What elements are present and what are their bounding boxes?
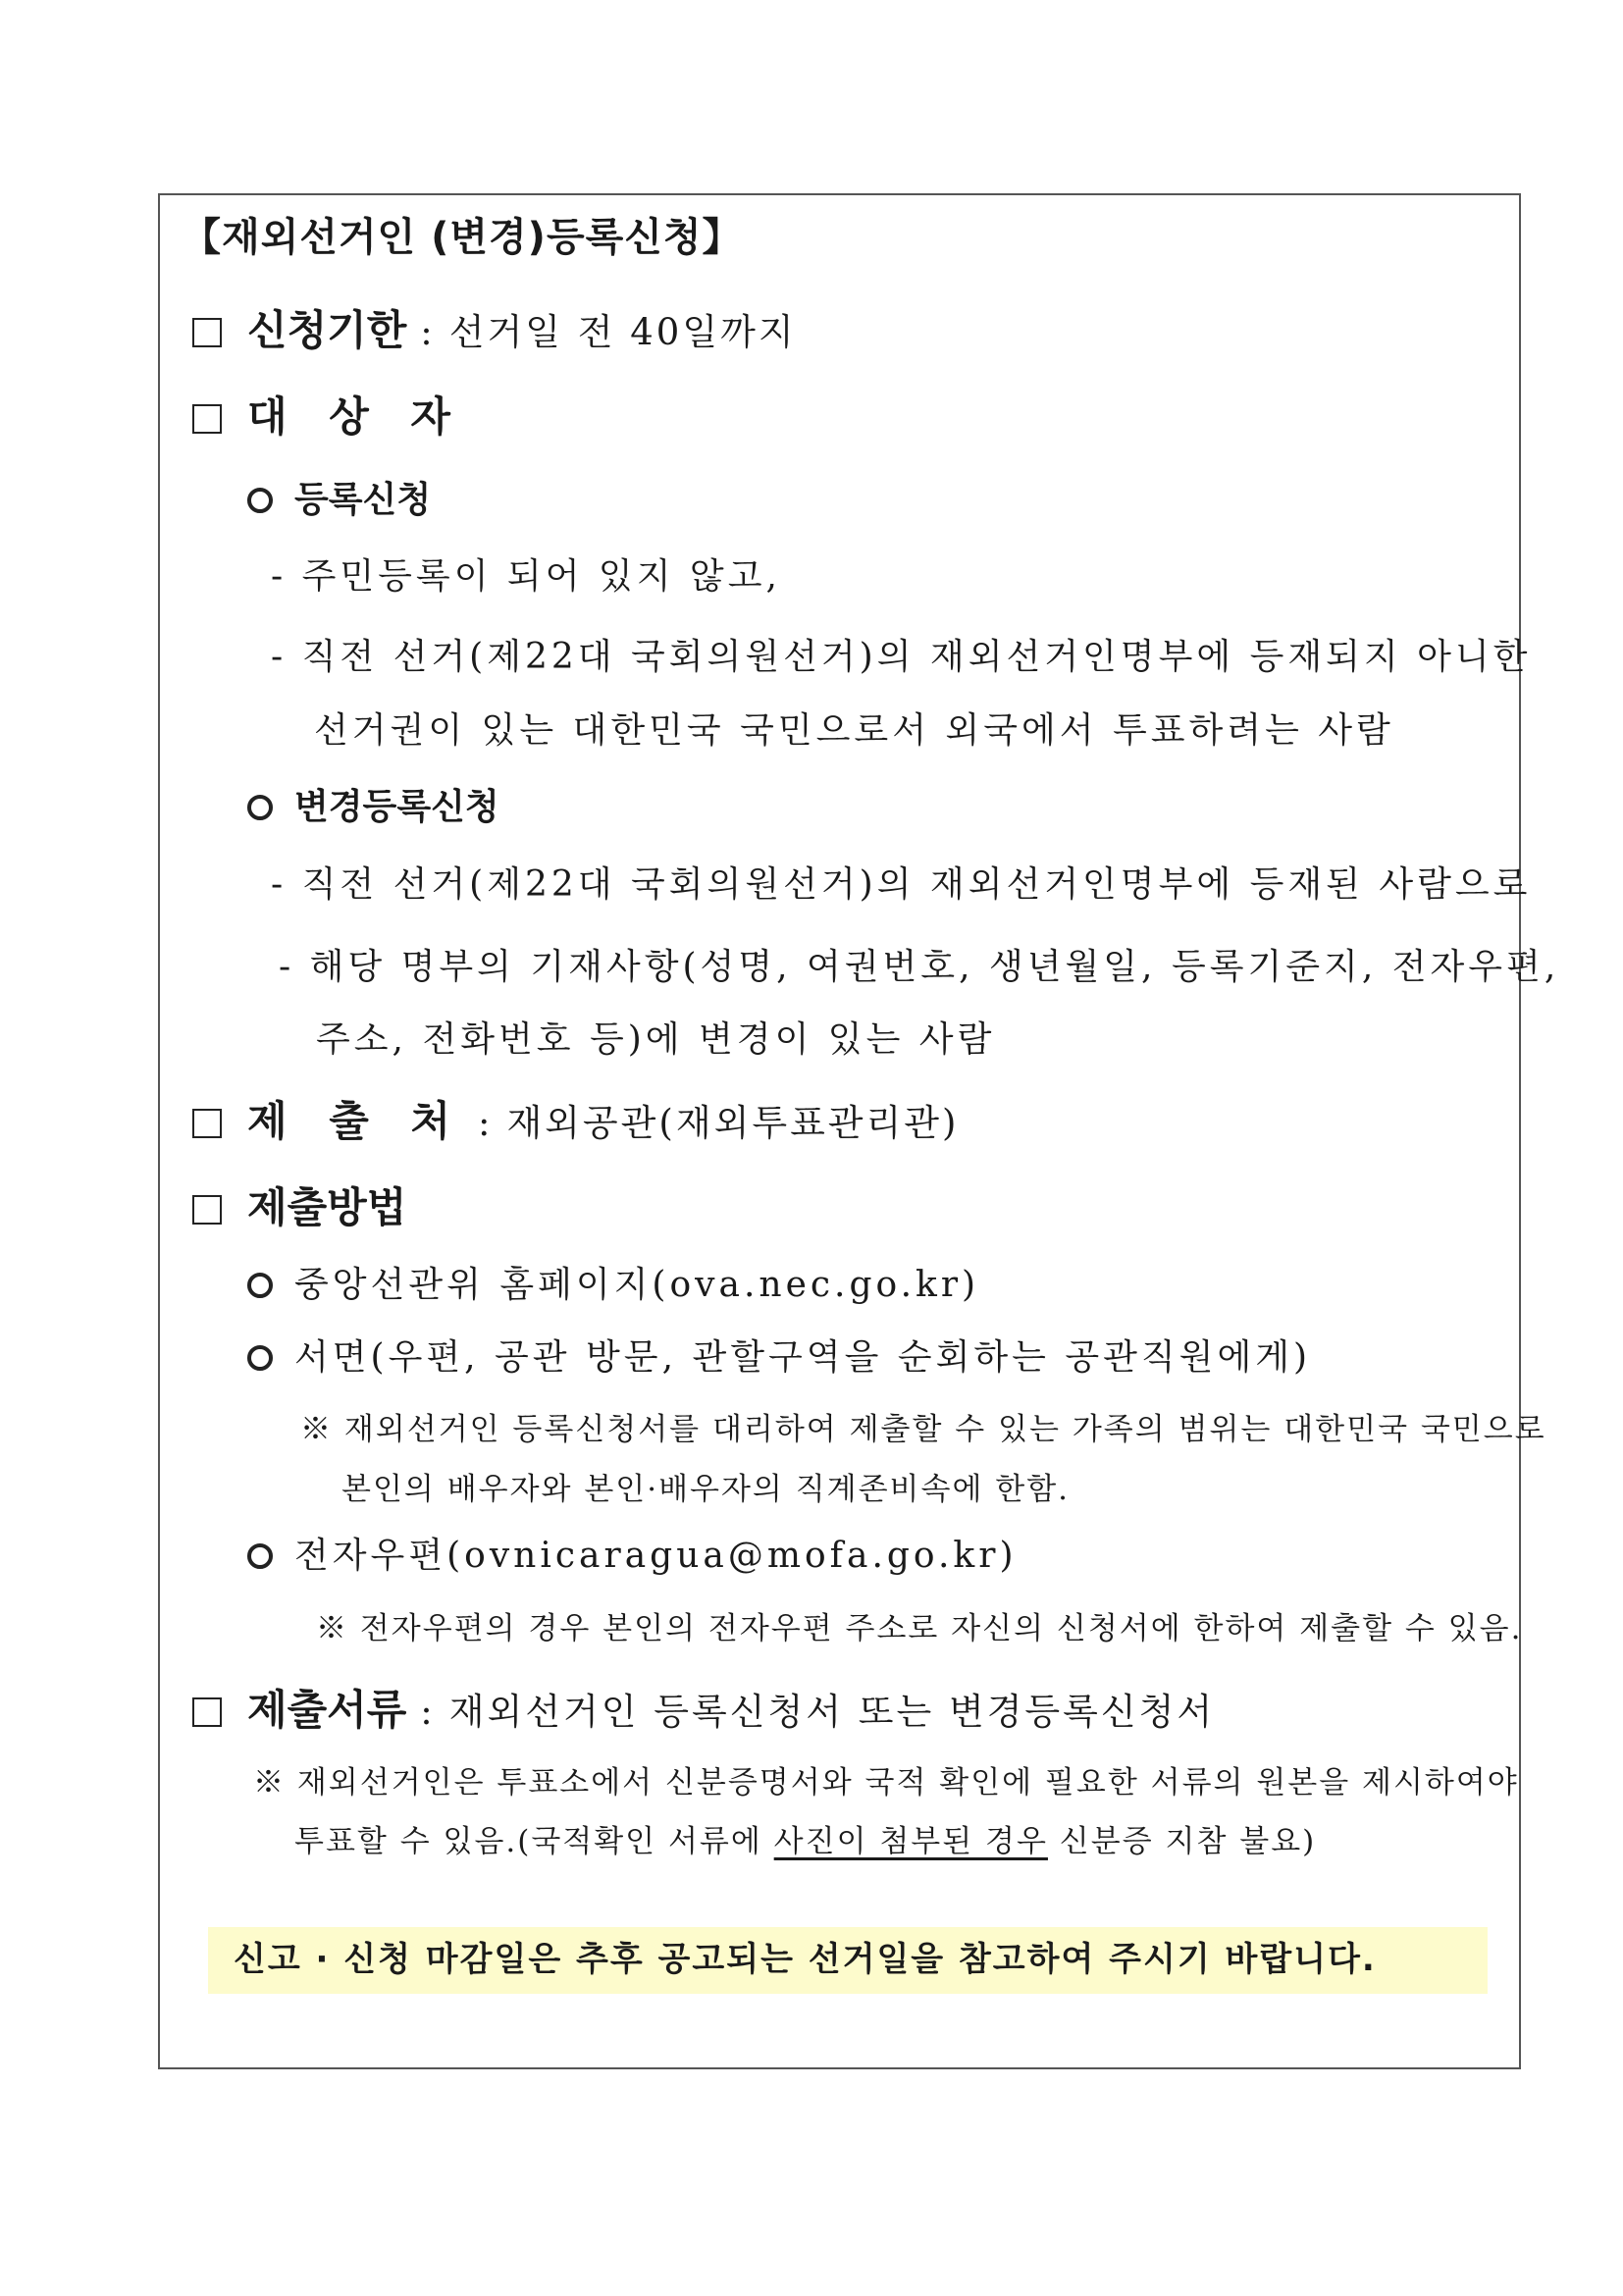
method-paper-text: 서면(우편, 공관 방문, 관할구역을 순회하는 공관직원에게) <box>294 1337 1312 1378</box>
sub-change <box>247 787 499 827</box>
sub-registration <box>247 480 432 520</box>
circle-bullet-icon <box>247 1273 273 1298</box>
documents-note-2a: 투표할 수 있음.(국적확인 서류에 <box>294 1824 774 1859</box>
method-website-text: 중앙선관위 홈페이지(ova.nec.go.kr) <box>294 1265 980 1305</box>
checkbox-icon <box>192 318 222 347</box>
change-item-2: - 해당 명부의 기재사항(성명, 여권번호, 생년월일, 등록기준지, 전자우편, <box>279 947 1560 987</box>
deadline-heading: 신청기한 <box>247 306 407 354</box>
registration-item-3: 선거권이 있는 대한민국 국민으로서 외국에서 투표하려는 사람 <box>314 710 1394 751</box>
documents-colon: : <box>420 1691 436 1733</box>
method-email-text: 전자우편(ovnicaragua@mofa.go.kr) <box>294 1536 1018 1576</box>
method-email <box>247 1536 1018 1576</box>
documents-note-2-underlined: 사진이 첨부된 경우 <box>773 1824 1048 1859</box>
deadline-colon: : <box>420 311 436 353</box>
circle-bullet-icon <box>247 795 273 820</box>
registration-heading: 등록신청 <box>294 480 432 520</box>
section-office <box>192 1097 960 1145</box>
target-heading: 대 상 자 <box>247 392 464 441</box>
circle-bullet-icon <box>247 1543 273 1569</box>
documents-heading: 제출서류 <box>247 1686 407 1734</box>
change-heading: 변경등록신청 <box>294 787 499 827</box>
section-target <box>192 392 464 441</box>
closing-notice: 신고 · 신청 마감일은 추후 공고되는 선거일을 참고하여 주시기 바랍니다. <box>234 1940 1377 1979</box>
section-documents <box>192 1686 1216 1734</box>
change-item-3: 주소, 전화번호 등)에 변경이 있는 사람 <box>316 1019 996 1060</box>
office-colon: : <box>477 1102 494 1144</box>
method-heading: 제출방법 <box>247 1183 407 1231</box>
document-title: 【재외선거인 (변경)등록신청】 <box>182 215 743 260</box>
section-method <box>192 1183 407 1231</box>
deadline-text: 선거일 전 40일까지 <box>448 311 797 353</box>
circle-bullet-icon <box>247 1345 273 1371</box>
registration-item-2: - 직전 선거(제22대 국회의원선거)의 재외선거인명부에 등재되지 아니한 <box>271 637 1532 677</box>
method-email-note: ※ 전자우편의 경우 본인의 전자우편 주소로 자신의 신청서에 한하여 제출할 수 있음. <box>316 1611 1523 1646</box>
office-text: 재외공관(재외투표관리관) <box>506 1102 960 1144</box>
method-paper-note-2: 본인의 배우자와 본인·배우자의 직계존비속에 한함. <box>341 1472 1070 1507</box>
checkbox-icon <box>192 1109 222 1138</box>
method-paper <box>247 1337 1312 1378</box>
checkbox-icon <box>192 1697 222 1727</box>
circle-bullet-icon <box>247 488 273 513</box>
office-heading: 제 출 처 <box>247 1097 464 1145</box>
method-paper-note-1: ※ 재외선거인 등록신청서를 대리하여 제출할 수 있는 가족의 범위는 대한민국 국민으로 <box>300 1412 1546 1447</box>
registration-item-1: - 주민등록이 되어 있지 않고, <box>271 556 781 597</box>
change-item-1: - 직전 선거(제22대 국회의원선거)의 재외선거인명부에 등재된 사람으로 <box>271 864 1532 905</box>
documents-text: 재외선거인 등록신청서 또는 변경등록신청서 <box>448 1691 1216 1733</box>
documents-note-2b: 신분증 지참 불요) <box>1047 1824 1317 1859</box>
section-deadline <box>192 306 797 354</box>
method-website <box>247 1265 980 1305</box>
documents-note-2 <box>294 1824 1317 1859</box>
checkbox-icon <box>192 404 222 434</box>
checkbox-icon <box>192 1195 222 1225</box>
documents-note-1: ※ 재외선거인은 투표소에서 신분증명서와 국적 확인에 필요한 서류의 원본을 제시하여야 <box>253 1765 1519 1800</box>
